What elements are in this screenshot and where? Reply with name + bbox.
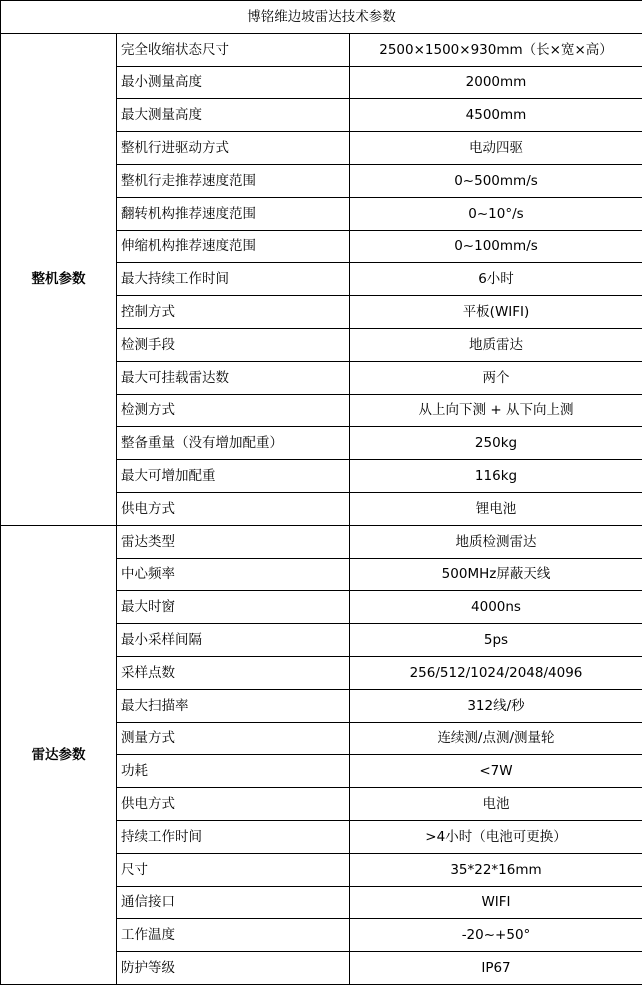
param-name-cell: 最大可挂载雷达数 <box>117 361 350 394</box>
param-value-cell: 6小时 <box>350 263 642 296</box>
param-value-cell: 4500mm <box>350 99 642 132</box>
param-name-cell: 整备重量（没有增加配重） <box>117 427 350 460</box>
spec-table-body <box>1 1 642 985</box>
title-row <box>1 1 642 34</box>
param-value-cell: 平板(WIFI) <box>350 296 642 329</box>
param-value-cell: 地质雷达 <box>350 328 642 361</box>
param-name-cell: 采样点数 <box>117 656 350 689</box>
param-name-cell: 最大测量高度 <box>117 99 350 132</box>
param-value-cell: 0~10°/s <box>350 197 642 230</box>
param-value-cell: 锂电池 <box>350 492 642 525</box>
param-value-cell: 2500×1500×930mm（长×宽×高） <box>350 33 642 66</box>
param-value-cell: 0~100mm/s <box>350 230 642 263</box>
param-name-cell: 供电方式 <box>117 788 350 821</box>
param-name-cell: 检测手段 <box>117 328 350 361</box>
group-label: 雷达参数 <box>1 525 117 984</box>
param-value-cell: 116kg <box>350 460 642 493</box>
param-value-cell: 35*22*16mm <box>350 853 642 886</box>
param-name-cell: 最大时窗 <box>117 591 350 624</box>
param-value-cell: 0~500mm/s <box>350 164 642 197</box>
param-value-cell: 地质检测雷达 <box>350 525 642 558</box>
param-name-cell: 控制方式 <box>117 296 350 329</box>
param-name-cell: 最大可增加配重 <box>117 460 350 493</box>
param-value-cell: 两个 <box>350 361 642 394</box>
param-value-cell: 312线/秒 <box>350 689 642 722</box>
param-name-cell: 检测方式 <box>117 394 350 427</box>
param-name-cell: 整机行进驱动方式 <box>117 132 350 165</box>
table-row <box>1 33 642 66</box>
param-name-cell: 持续工作时间 <box>117 820 350 853</box>
param-name-cell: 最大持续工作时间 <box>117 263 350 296</box>
param-name-cell: 测量方式 <box>117 722 350 755</box>
param-value-cell: >4小时（电池可更换） <box>350 820 642 853</box>
param-value-cell: 500MHz屏蔽天线 <box>350 558 642 591</box>
param-value-cell: 连续测/点测/测量轮 <box>350 722 642 755</box>
param-name-cell: 供电方式 <box>117 492 350 525</box>
param-name-cell: 完全收缩状态尺寸 <box>117 33 350 66</box>
table-title: 博铭维边坡雷达技术参数 <box>1 1 642 34</box>
param-name-cell: 雷达类型 <box>117 525 350 558</box>
param-value-cell: <7W <box>350 755 642 788</box>
param-value-cell: 256/512/1024/2048/4096 <box>350 656 642 689</box>
param-value-cell: -20~+50° <box>350 919 642 952</box>
param-name-cell: 整机行走推荐速度范围 <box>117 164 350 197</box>
param-value-cell: 250kg <box>350 427 642 460</box>
param-name-cell: 最小测量高度 <box>117 66 350 99</box>
param-name-cell: 防护等级 <box>117 952 350 985</box>
param-name-cell: 通信接口 <box>117 886 350 919</box>
param-name-cell: 翻转机构推荐速度范围 <box>117 197 350 230</box>
param-name-cell: 功耗 <box>117 755 350 788</box>
param-value-cell: 电动四驱 <box>350 132 642 165</box>
param-name-cell: 尺寸 <box>117 853 350 886</box>
group-label: 整机参数 <box>1 33 117 525</box>
param-name-cell: 最大扫描率 <box>117 689 350 722</box>
param-name-cell: 伸缩机构推荐速度范围 <box>117 230 350 263</box>
param-value-cell: WIFI <box>350 886 642 919</box>
table-row <box>1 525 642 558</box>
param-name-cell: 中心频率 <box>117 558 350 591</box>
param-value-cell: 2000mm <box>350 66 642 99</box>
param-value-cell: 从上向下测 + 从下向上测 <box>350 394 642 427</box>
param-value-cell: 5ps <box>350 624 642 657</box>
param-value-cell: 电池 <box>350 788 642 821</box>
param-name-cell: 工作温度 <box>117 919 350 952</box>
param-value-cell: 4000ns <box>350 591 642 624</box>
param-value-cell: IP67 <box>350 952 642 985</box>
param-name-cell: 最小采样间隔 <box>117 624 350 657</box>
